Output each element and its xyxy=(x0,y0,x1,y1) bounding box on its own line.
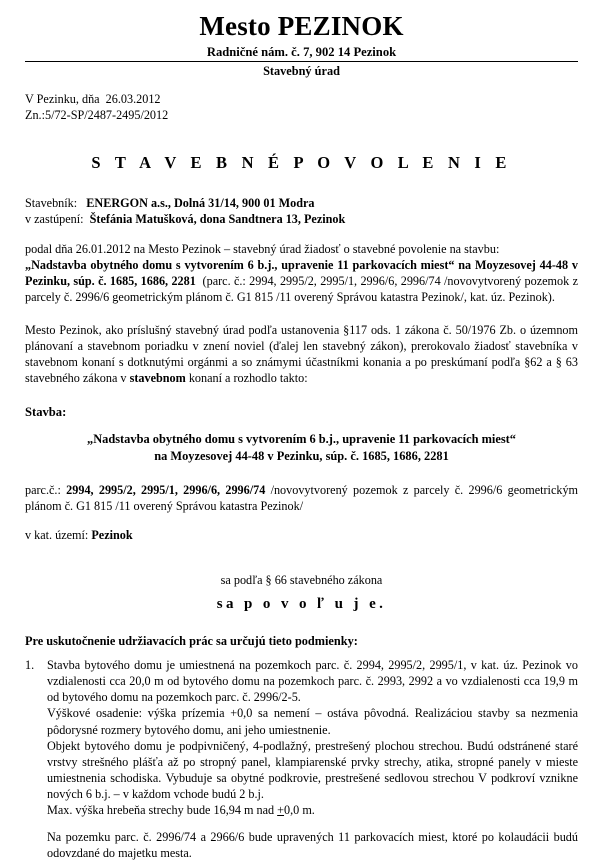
legal-basis-emphasis: stavebnom xyxy=(129,371,186,386)
conditions-heading: Pre uskutočnenie udržiavacích prác sa určujú tieto podmienky: xyxy=(25,634,358,649)
representative-line xyxy=(25,211,578,227)
ruling-block xyxy=(25,543,578,613)
representative-label: v zastúpení: xyxy=(25,212,84,227)
request-project xyxy=(25,257,578,305)
ruling-law-reference: sa podľa § 66 stavebného zákona xyxy=(220,573,383,588)
condition-number: 1. xyxy=(25,658,35,673)
organization-title: Mesto PEZINOK xyxy=(199,11,404,41)
legal-basis-text-1: Mesto Pezinok, ako príslušný stavebný úrad podľa ustanovenia §117 ods. 1 zákona č. 50/1976 Zb. o územnom plánovaní a stavebnom poriadku v znení noviel (ďalej len stavebný zákon), prerokovalo žiadosť stavebníka v stavebnom konaní s dotknutými orgánmi a so známymi účastníkmi konania a po preskúmaní podľa §62 a § 63 stavebného zákona v xyxy=(25,322,578,386)
condition-item xyxy=(25,657,578,861)
builder-label: Stavebník: xyxy=(25,195,78,210)
max-height-plus-sign: + xyxy=(277,803,285,818)
condition-parking-paragraph: Na pozemku parc. č. 2996/74 a 2966/6 bude upravených 11 parkovacích miest, ktoré po kolaudácii budú odovzdané do majetku mesta. xyxy=(47,830,578,861)
document-heading: S T A V E B N É P O V O L E N I E xyxy=(91,152,512,172)
request-project-name: „Nadstavba obytného domu s vytvorením 6 b.j., upravenie 11 parkovacích miest“ na Moyzesovej 44-48 v Pezinku, súp. č. 1685, 1686, 2281 xyxy=(25,257,578,288)
condition-paragraph: Výškové osadenie: výška prízemia +0,0 sa nemení – ostáva pôvodná. Realizáciou stavby sa nezmenia pôdorysné rozmery bytového domu, ani jeho umiestnenie. xyxy=(47,706,578,737)
letterhead xyxy=(25,0,578,79)
parcels-numbers: 2994, 2995/2, 2995/1, 2996/6, 2996/74 xyxy=(66,483,266,498)
reference-block xyxy=(25,79,578,123)
file-number: Zn.:5/72-SP/2487-2495/2012 xyxy=(25,108,169,123)
construction-label: Stavba: xyxy=(25,405,67,420)
parcels-label: parc.č.: xyxy=(25,483,61,498)
condition-body xyxy=(47,657,578,861)
organization-address: Radničné nám. č. 7, 902 14 Pezinok xyxy=(206,45,397,59)
condition-paragraph: Stavba bytového domu je umiestnená na pozemkoch parc. č. 2994, 2995/2, 2995/1, v kat. úz. Pezinok vo vzdialenosti cca 20,0 m od bytového domu na pozemkoch parc. č. 2993, 2992 a vo vzdialenosti cca 19,9 m od bytového domu na pozemkoch parc. č. 2996/2-5. xyxy=(47,658,578,705)
representative-value: Štefánia Matušková, dona Sandtnera 13, Pezinok xyxy=(89,212,346,227)
builder-line xyxy=(25,195,578,211)
builder-value: ENERGON a.s., Dolná 31/14, 900 01 Modra xyxy=(86,195,315,210)
construction-title-line-1: „Nadstavba obytného domu s vytvorením 6 b.j., upravenie 11 parkovacích miest“ xyxy=(87,432,516,447)
condition-paragraph: Objekt bytového domu je podpivničený, 4-podlažný, prestrešený plochou strechou. Budú odstránené staré vrstvy strešného plášťa až po stropný panel, klampiarenské prvky strechy, atika, stropné panely v mieste umiestnenia schodiska. Vybuduje sa obytné podkrovie, prestrešené sedlovou strechou V podkroví vznikne nových 6 b.j. – v každom vchode budú 2 b.j. xyxy=(47,738,578,801)
ruling-verdict: sa p o v o ľ u j e. xyxy=(216,596,387,613)
cadastre-line xyxy=(25,527,578,543)
request-parcels: (parc. č.: 2994, 2995/2, 2995/1, 2996/6, 2996/74 /novovytvorený pozemok z parcely č. 2996/6 geometrickým plánom č. G1 815 /11 overený Správou katastra Pezinok/, kat. úz. Pezinok). xyxy=(25,273,578,304)
construction-parcels xyxy=(25,482,578,514)
organization-department: Stavebný úrad xyxy=(263,64,340,79)
parcels-detail: /novovytvorený pozemok z parcely č. 2996/6 geometrickým plánom č. G1 815 /11 overený Správou katastra Pezinok/ xyxy=(25,483,579,514)
legal-basis-paragraph xyxy=(25,322,578,386)
construction-title-line-2: na Moyzesovej 44-48 v Pezinku, súp. č. 1685, 1686, 2281 xyxy=(154,449,449,464)
conditions-list xyxy=(25,649,578,861)
legal-basis-text-2: konaní a rozhodlo takto: xyxy=(185,371,308,386)
max-height-prefix: Max. výška hrebeňa strechy bude 16,94 m nad xyxy=(47,803,278,818)
applicant-block xyxy=(25,175,578,228)
max-height-suffix: 0,0 m. xyxy=(284,803,315,818)
cadastre-label: v kat. území: xyxy=(25,528,89,543)
construction-title xyxy=(25,420,578,465)
place-and-date: V Pezinku, dňa 26.03.2012 xyxy=(25,92,161,107)
condition-max-height xyxy=(47,802,578,818)
cadastre-value: Pezinok xyxy=(91,528,133,543)
request-intro: podal dňa 26.01.2012 na Mesto Pezinok – stavebný úrad žiadosť o stavebné povolenie na stavbu: xyxy=(25,241,500,256)
